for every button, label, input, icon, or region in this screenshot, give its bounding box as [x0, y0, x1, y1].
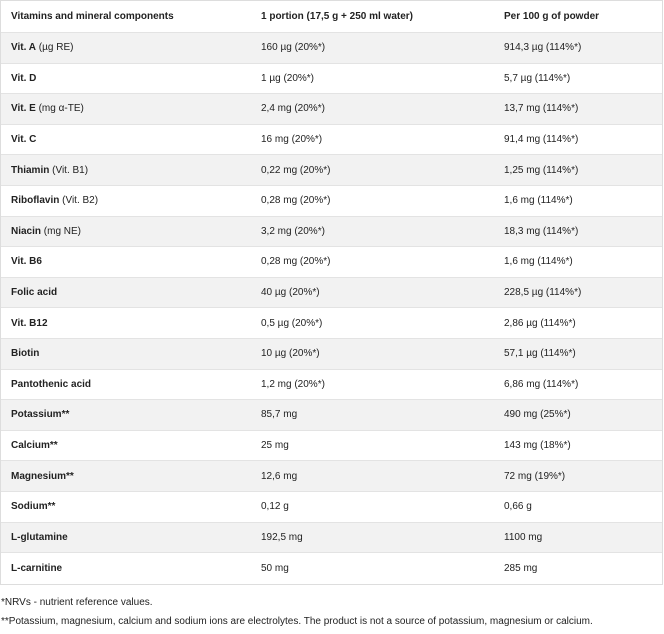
portion-value: 2,4 mg (20%*) [261, 103, 325, 115]
portion-value: 0,12 g [261, 501, 289, 513]
footnote-nrv: *NRVs - nutrient reference values. [1, 597, 153, 608]
portion-value: 3,2 mg (20%*) [261, 225, 325, 237]
table-row [1, 186, 662, 217]
component-name-cell [1, 226, 251, 237]
component-name-cell [1, 471, 251, 482]
component-name-cell [1, 42, 251, 53]
table-row [1, 155, 662, 186]
header-components: Vitamins and mineral components [11, 11, 174, 22]
portion-value: 16 mg (20%*) [261, 134, 323, 146]
per-100g-value: 72 mg (19%*) [504, 470, 566, 482]
header-per-100g: Per 100 g of powder [504, 11, 600, 22]
component-name: Vit. A [11, 42, 37, 54]
component-name-cell [1, 501, 251, 512]
component-name: Vit. B12 [11, 317, 48, 329]
component-name-cell [1, 134, 251, 145]
table-row [1, 339, 662, 370]
component-name: Thiamin [11, 164, 50, 176]
component-unit: (µg RE) [36, 42, 74, 54]
component-name: L-glutamine [11, 531, 68, 543]
portion-value: 50 mg [261, 562, 289, 574]
per-100g-value: 1,6 mg (114%*) [504, 256, 573, 268]
component-name-cell [1, 73, 251, 84]
portion-value: 1,2 mg (20%*) [261, 378, 325, 390]
per-100g-value: 6,86 mg (114%*) [504, 378, 579, 390]
component-name-cell [1, 195, 251, 206]
component-unit: (mg NE) [41, 225, 82, 237]
table-row [1, 431, 662, 462]
component-name: Pantothenic acid [11, 378, 92, 390]
component-name: Potassium** [11, 409, 70, 421]
component-name-cell [1, 532, 251, 543]
per-100g-value: 91,4 mg (114%*) [504, 134, 579, 146]
footnote-electrolytes: **Potassium, magnesium, calcium and sodium ions are electrolytes. The product is not a source of potassium, magnesium or calcium. [1, 616, 593, 627]
per-100g-value: 1,25 mg (114%*) [504, 164, 579, 176]
portion-value: 0,28 mg (20%*) [261, 256, 331, 268]
component-name-cell [1, 103, 251, 114]
portion-value: 85,7 mg [261, 409, 298, 421]
table-row [1, 400, 662, 431]
table-body [1, 33, 662, 584]
table-row [1, 247, 662, 278]
per-100g-value: 18,3 mg (114%*) [504, 225, 579, 237]
portion-value: 25 mg [261, 440, 289, 452]
table-row [1, 308, 662, 339]
component-unit: (Vit. B1) [49, 164, 89, 176]
component-name: Folic acid [11, 287, 58, 299]
per-100g-value: 1100 mg [504, 531, 543, 543]
table-row [1, 33, 662, 64]
table-row [1, 278, 662, 309]
header-portion: 1 portion (17,5 g + 250 ml water) [261, 11, 413, 22]
per-100g-value: 490 mg (25%*) [504, 409, 571, 421]
component-name-cell [1, 287, 251, 298]
component-name-cell [1, 318, 251, 329]
component-name: Vit. B6 [11, 256, 42, 268]
component-name: Riboflavin [11, 195, 60, 207]
table-row [1, 553, 662, 584]
component-name: Vit. D [11, 72, 37, 84]
table-row [1, 370, 662, 401]
component-name: Niacin [11, 225, 42, 237]
portion-value: 0,28 mg (20%*) [261, 195, 331, 207]
table-row [1, 523, 662, 554]
portion-value: 192,5 mg [261, 531, 303, 543]
table-row [1, 64, 662, 95]
table-row [1, 125, 662, 156]
component-name: Vit. E [11, 103, 36, 115]
portion-value: 0,5 µg (20%*) [261, 317, 323, 329]
per-100g-value: 0,66 g [504, 501, 532, 513]
per-100g-value: 13,7 mg (114%*) [504, 103, 579, 115]
per-100g-value: 143 mg (18%*) [504, 440, 571, 452]
component-unit: (mg α-TE) [35, 103, 84, 115]
component-name-cell [1, 256, 251, 267]
table-row [1, 94, 662, 125]
component-name-cell [1, 440, 251, 451]
per-100g-value: 228,5 µg (114%*) [504, 287, 582, 299]
component-name: Vit. C [11, 134, 37, 146]
table-header-row [1, 1, 662, 33]
component-name: Biotin [11, 348, 40, 360]
per-100g-value: 5,7 µg (114%*) [504, 72, 571, 84]
portion-value: 160 µg (20%*) [261, 42, 326, 54]
component-name-cell [1, 409, 251, 420]
footnotes [1, 596, 661, 634]
component-name: Calcium** [11, 440, 58, 452]
component-name-cell [1, 563, 251, 574]
per-100g-value: 2,86 µg (114%*) [504, 317, 576, 329]
component-name-cell [1, 165, 251, 176]
per-100g-value: 914,3 µg (114%*) [504, 42, 582, 54]
table-row [1, 492, 662, 523]
portion-value: 12,6 mg [261, 470, 298, 482]
per-100g-value: 1,6 mg (114%*) [504, 195, 573, 207]
component-unit: (Vit. B2) [59, 195, 99, 207]
component-name-cell [1, 379, 251, 390]
portion-value: 1 µg (20%*) [261, 72, 315, 84]
component-name: Magnesium** [11, 470, 74, 482]
per-100g-value: 285 mg [504, 562, 538, 574]
portion-value: 0,22 mg (20%*) [261, 164, 331, 176]
table-row [1, 461, 662, 492]
component-name: Sodium** [11, 501, 56, 513]
table-row [1, 217, 662, 248]
portion-value: 40 µg (20%*) [261, 287, 320, 299]
component-name: L-carnitine [11, 562, 63, 574]
portion-value: 10 µg (20%*) [261, 348, 320, 360]
per-100g-value: 57,1 µg (114%*) [504, 348, 576, 360]
component-name-cell [1, 348, 251, 359]
